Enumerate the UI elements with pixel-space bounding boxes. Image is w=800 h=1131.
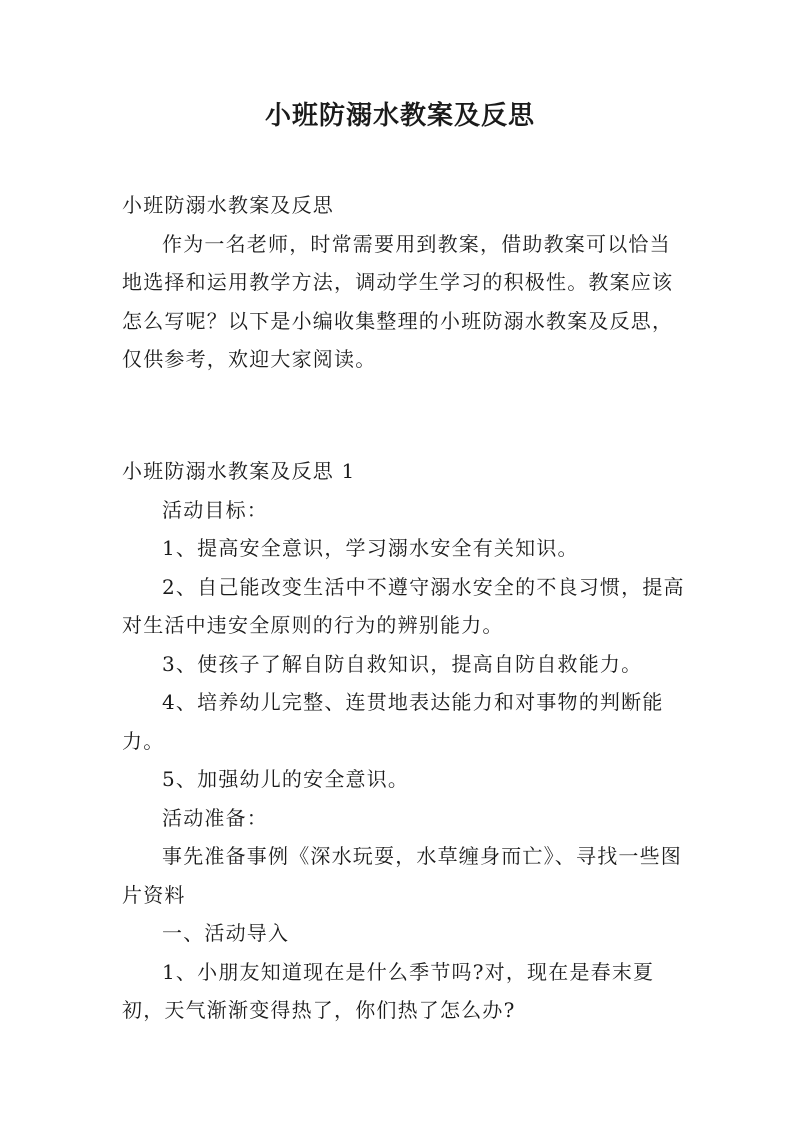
- intro-paragraph: 作为一名老师，时常需要用到教案，借助教案可以恰当地选择和运用教学方法，调动学生学习的积极性。教案应该怎么写呢？以下是小编收集整理的小班防溺水教案及反思，仅供参考，欢迎大家阅读。: [122, 231, 674, 371]
- paragraph-goal-3: 3、使孩子了解自防自救知识，提高自防自救能力。: [162, 651, 643, 676]
- paragraph-goal-1: 1、提高安全意识，学习溺水安全有关知识。: [162, 536, 579, 560]
- intro-heading: 小班防溺水教案及反思: [122, 193, 334, 217]
- paragraph-goal-4: 4、培养幼儿完整、连贯地表达能力和对事物的判断能力。: [122, 690, 664, 753]
- paragraph-activity-intro: 一、活动导入: [162, 921, 290, 945]
- paragraph-activity-prep: 活动准备：: [162, 805, 268, 830]
- paragraph-goal-2: 2、自己能改变生活中不遵守溺水安全的不良习惯，提高对生活中违安全原则的行为的辨别能力。: [122, 574, 685, 637]
- paragraph-intro-question: 1、小朋友知道现在是什么季节吗?对，现在是春末夏初，天气渐渐变得热了，你们热了怎么办?: [122, 959, 655, 1022]
- intro-section: [122, 186, 688, 379]
- paragraph-prep-detail: 事先准备事例《深水玩耍，水草缠身而亡》、寻找一些图片资料: [122, 844, 682, 907]
- document-title: 小班防溺水教案及反思: [264, 101, 535, 131]
- section-1-heading: 小班防溺水教案及反思 1: [122, 459, 356, 483]
- section-1: [122, 452, 688, 1030]
- paragraph-activity-goals: 活动目标：: [162, 497, 268, 522]
- paragraph-goal-5: 5、加强幼儿的安全意识。: [162, 767, 410, 791]
